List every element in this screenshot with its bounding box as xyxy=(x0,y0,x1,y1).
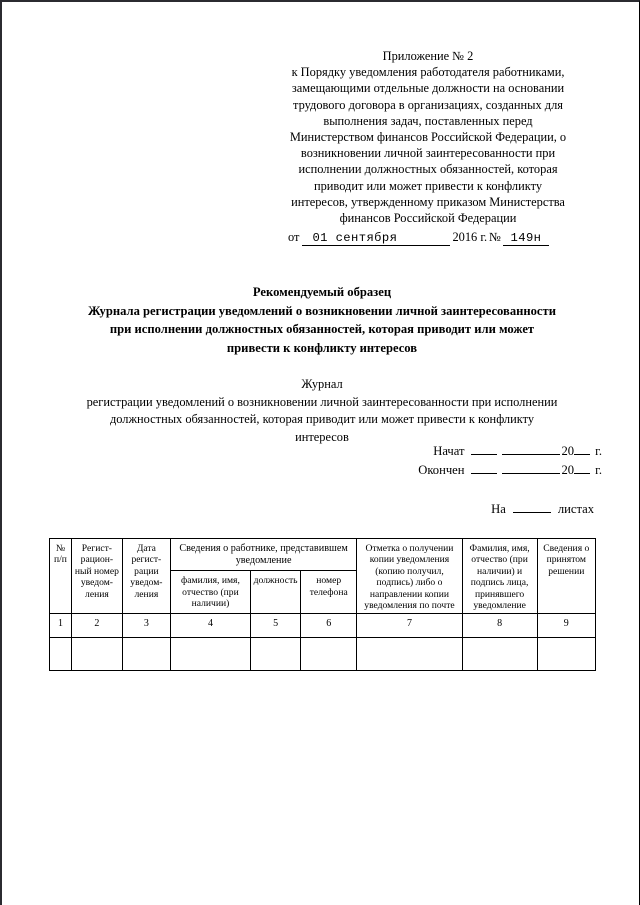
sample-subheading-line: привести к конфликту интересов xyxy=(226,340,418,355)
journal-description-line: интересов xyxy=(295,429,349,444)
header-col-8: Фамилия, имя, отчество (при наличии) и подпись лица, принявшего уведомление xyxy=(462,539,537,614)
table-column-number-row xyxy=(50,614,596,638)
table-cell[interactable] xyxy=(251,638,301,671)
journal-title: Журнал xyxy=(301,377,343,391)
table-cell[interactable] xyxy=(50,638,72,671)
sheets-suffix-label: листах xyxy=(557,502,594,516)
finished-year-prefix: 20 xyxy=(561,463,575,477)
appendix-line: к Порядку уведомления работодателя работниками, xyxy=(291,65,565,80)
started-year-suffix: г. xyxy=(595,444,602,458)
finished-month-field[interactable] xyxy=(502,473,560,474)
finished-year-suffix: г. xyxy=(595,463,602,477)
finished-year-field[interactable] xyxy=(574,473,590,474)
header-col-9: Сведения о принятом решении xyxy=(537,539,595,614)
sheets-prefix-label: На xyxy=(491,502,506,516)
header-col-5: должность xyxy=(251,571,301,614)
header-col-6: номер телефона xyxy=(301,571,357,614)
column-number-cell: 9 xyxy=(537,614,595,638)
started-year-prefix: 20 xyxy=(561,444,575,458)
appendix-line: интересов, утвержденному приказом Министерства xyxy=(291,194,565,209)
header-col-4: фамилия, имя, отчество (при наличии) xyxy=(170,571,250,614)
journal-dates-block xyxy=(392,442,602,517)
appendix-line: приводит или может привести к конфликту xyxy=(313,178,543,193)
finished-day-field[interactable] xyxy=(471,473,497,474)
table-cell[interactable] xyxy=(170,638,250,671)
order-reference-line xyxy=(264,230,592,246)
appendix-line: Министерством финансов Российской Федерации, о xyxy=(289,130,567,145)
sample-heading: Рекомендуемый образец xyxy=(252,285,392,299)
appendix-line: выполнения задач, поставленных перед xyxy=(323,113,533,128)
started-month-field[interactable] xyxy=(502,454,560,455)
appendix-header xyxy=(264,48,592,226)
header-col-3: Дата регист-рации уведом-ления xyxy=(122,539,170,614)
sheets-count-field[interactable] xyxy=(513,512,551,513)
order-date-value: 01 сентября xyxy=(302,231,450,246)
column-number-cell: 2 xyxy=(71,614,122,638)
order-year-label: 2016 г. xyxy=(452,230,488,244)
column-number-cell: 8 xyxy=(462,614,537,638)
sheets-row xyxy=(392,502,602,517)
column-number-cell: 4 xyxy=(170,614,250,638)
table-cell[interactable] xyxy=(301,638,357,671)
column-number-cell: 5 xyxy=(251,614,301,638)
registration-table xyxy=(49,538,596,671)
appendix-title: Приложение № 2 xyxy=(382,49,474,63)
table-row xyxy=(50,638,596,671)
order-from-label: от xyxy=(288,230,300,244)
table-header-row-primary xyxy=(50,539,596,571)
started-day-field[interactable] xyxy=(471,454,497,455)
table-cell[interactable] xyxy=(71,638,122,671)
header-group-worker-info: Сведения о работнике, представившем уведомление xyxy=(170,539,357,571)
sample-subheading-line: Журнала регистрации уведомлений о возникновении личной заинтересованности xyxy=(88,303,556,318)
table-cell[interactable] xyxy=(462,638,537,671)
table-cell[interactable] xyxy=(537,638,595,671)
sample-title-block xyxy=(44,283,600,357)
order-number-label: № xyxy=(489,230,501,244)
table-cell[interactable] xyxy=(122,638,170,671)
table-cell[interactable] xyxy=(357,638,462,671)
appendix-line: исполнении должностных обязанностей, которая xyxy=(298,162,558,177)
order-number-value: 149н xyxy=(503,231,549,246)
finished-row xyxy=(392,461,602,480)
header-col-7: Отметка о получении копии уведомления (копию получил, подпись) либо о направлении копии уведомления по почте xyxy=(357,539,462,614)
header-col-1-line1: № xyxy=(55,543,66,554)
appendix-line: замещающими отдельные должности на основании xyxy=(291,81,565,96)
header-col-1 xyxy=(50,539,72,614)
appendix-body xyxy=(264,64,592,226)
sample-subheading-line: при исполнении должностных обязанностей, которая приводит или может xyxy=(109,322,535,336)
appendix-line: финансов Российской Федерации xyxy=(339,211,517,226)
journal-description-line: должностных обязанностей, которая приводит или может привести к конфликту xyxy=(109,412,535,426)
column-number-cell: 7 xyxy=(357,614,462,638)
header-col-2: Регист-рацион-ный номер уведом-ления xyxy=(71,539,122,614)
started-label: Начат xyxy=(433,444,465,458)
started-row xyxy=(392,442,602,461)
column-number-cell: 1 xyxy=(50,614,72,638)
column-number-cell: 3 xyxy=(122,614,170,638)
appendix-line: возникновении личной заинтересованности при xyxy=(300,146,556,161)
column-number-cell: 6 xyxy=(301,614,357,638)
header-col-1-line2: п/п xyxy=(53,554,67,566)
started-year-field[interactable] xyxy=(574,454,590,455)
appendix-line: трудового договора в организациях, созданных для xyxy=(293,97,563,112)
journal-description-line: регистрации уведомлений о возникновении личной заинтересованности при исполнении xyxy=(86,394,558,409)
finished-label: Окончен xyxy=(418,463,465,477)
journal-description-block xyxy=(44,376,600,446)
